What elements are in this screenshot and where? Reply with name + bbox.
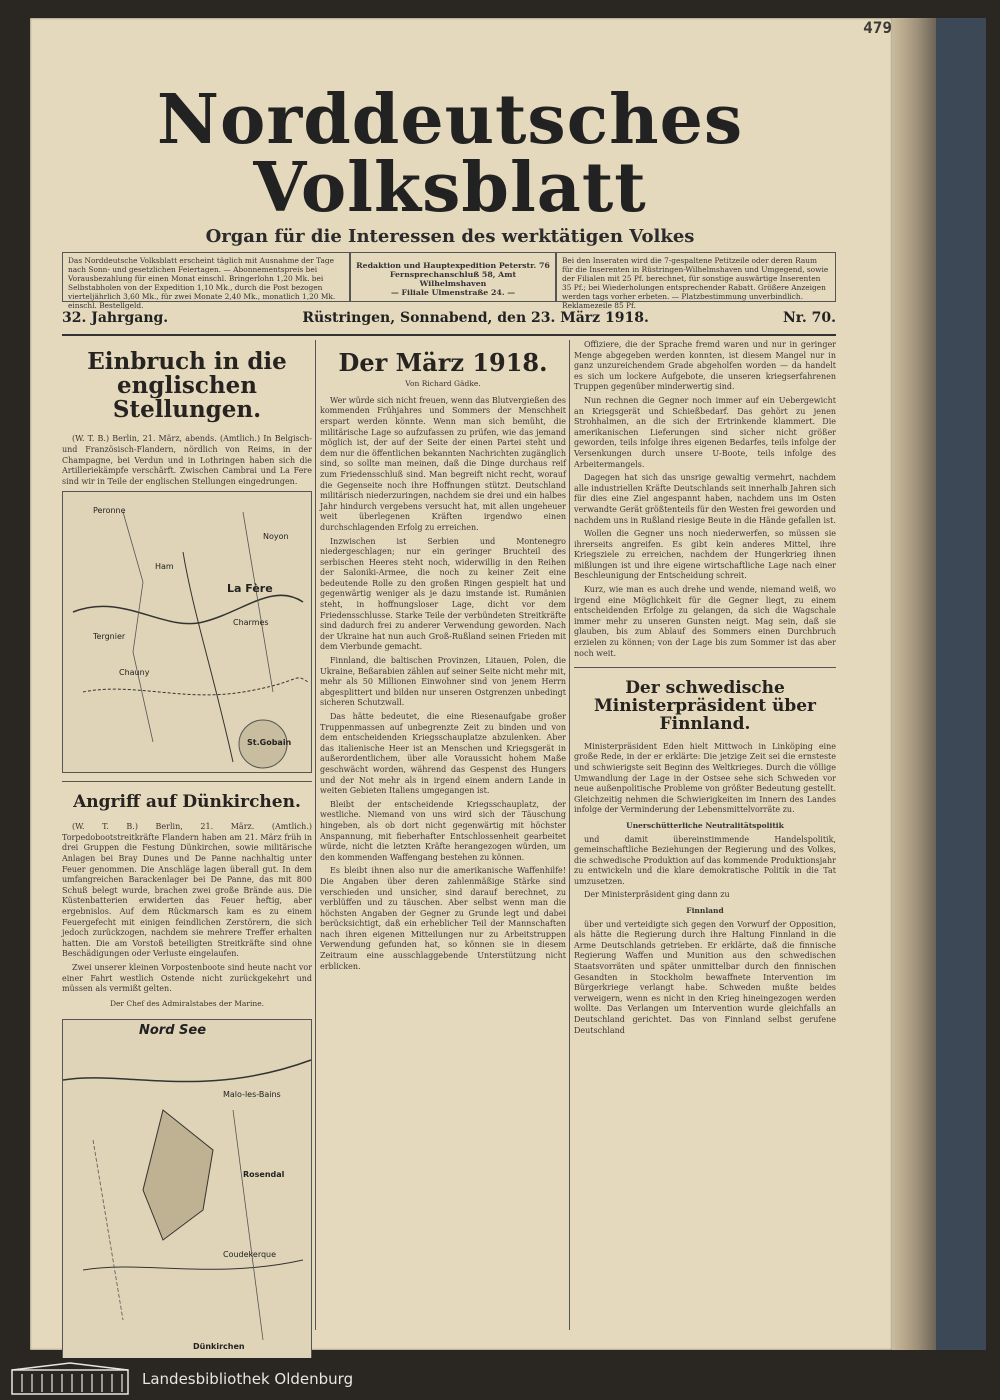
map-lines xyxy=(63,1020,311,1360)
divider xyxy=(62,781,312,782)
map-label: Tergnier xyxy=(93,632,126,642)
map-label: Malo-les-Bains xyxy=(223,1090,281,1100)
book-binding xyxy=(892,18,936,1350)
article-body: und damit übereinstimmende Handelspolitik, gemeinschaftliche Beziehungen der Regierung und des Volkes, die schwedische Produktion auf das kommende Produktionsjahr zu entwickeln und die klare demokratische Politik in die Tat umzusetzen. xyxy=(574,834,836,886)
article-paragraph: Inzwischen ist Serbien und Montenegro niedergeschlagen; nur ein geringer Bruchteil des serbischen Heeres steht noch, widerwillig in den Reihen der Saloniki-Armee, die noch zu keiner Zeit eine bedeutende Rolle zu den großen Ringen gespielt hat und gegenwärtig weniger als je dazu imstande ist. Rumänien steht, in hoffnungsloser Lage, dicht vor dem Friedensschlusse. Starke Teile der verbündeten Streitkräfte sind dadurch frei zu anderer Verwendung geworden. Nach der Ukraine hat nun auch Groß-Rußland seinen Frieden mit dem Vierbunde gemacht. xyxy=(320,536,566,652)
article-paragraph: Bleibt der entscheidende Kriegsschauplatz, der westliche. Niemand von uns wird sich der Täuschung hingeben, als ob dort nicht gegenwärtig mit höchster Anspannung, mit fieberhafter Entschlossenheit gearbeitet würde, nicht die letzten Kräfte herangezogen würden, um den kommenden Waffengang bestehen zu können. xyxy=(320,799,566,862)
map-label: Ham xyxy=(155,562,174,572)
column-rule xyxy=(569,340,570,1330)
article-paragraph: Das hätte bedeutet, die eine Riesenaufgabe großer Truppenmassen auf unbegrenzte Zeit zu binden und von dem entscheidenden Kriegsschauplatze abzulenken. Aber das italienische Heer ist an Menschen und Kriegsgerät in außerordentlichem, über alle Voraussicht hohem Maße geschwächt worden, während das Gespenst des Hungers und der Not mehr als in irgend einem andern Lande in weiten Gebieten Italiens umgegangen ist. xyxy=(320,712,566,796)
place-date: Rüstringen, Sonnabend, den 23. März 1918. xyxy=(302,310,649,326)
subscription-info: Das Norddeutsche Volksblatt erscheint täglich mit Ausnahme der Tage nach Sonn- und gesetzlichen Feiertagen. — Abonnementspreis bei Vorausbezahlung für einen Monat einschl. Bringerlohn 1,20 Mk. bei Selbstabholen von der Expedition 1,10 Mk., durch die Post bezogen vierteljährlich 3,60 Mk., für zwei Monate 2,40 Mk., monatlich 1,20 Mk. einschl. Bestellgeld. xyxy=(62,252,350,302)
book-cover-edge xyxy=(936,18,986,1350)
article-paragraph: Wollen die Gegner uns noch niederwerfen, so müssen sie ihrerseits angreifen. Es gibt kein anderes Mittel, ihre Kriegsziele zu erreichen, nachdem der Hungerkrieg ihnen mißlungen ist und ihre eigene wirtschaftliche Lage nach einer Beschleunigung der Entscheidung schreit. xyxy=(574,529,836,581)
masthead-title: Norddeutsches Volksblatt xyxy=(156,80,744,228)
article-paragraph: Es bleibt ihnen also nur die amerikanische Waffenhilfe! Die Angaben über deren zahlenmäßige Stärke sind verschieden und unsicher, sind darauf berechnet, zu verblüffen und zu täuschen. Aber selbst wenn man die höchsten Angaben der Gegner zu Grunde legt und dabei berücksichtigt, daß ein erheblicher Teil der Mannschaften nach ihren eigenen Mitteilungen nur zu Arbeitstruppen Verwendung gefunden hat, so können sie in diesem Zeitraum eine ausschlaggebende Unterstützung nicht erblicken. xyxy=(320,866,566,971)
article-paragraph: Kurz, wie man es auch drehe und wende, niemand weiß, wo irgend eine Möglichkeit für die Gegner liegt, zu einem entscheidenden Erfolge zu gelangen, da sich die Wagschale immer mehr zu unseren Gunsten neigt. Mag sein, daß sie glauben, bis zum Ablauf des Sommers einen Durchbruch erzielen zu können; von der Lage bis zum Sommer ist das aber noch weit. xyxy=(574,585,836,658)
editorial-branch: — Filiale Ulmenstraße 24. — xyxy=(390,288,516,297)
column-rule xyxy=(315,340,316,1330)
article-paragraph: Dagegen hat sich das unsrige gewaltig vermehrt, nachdem alle industriellen Kräfte Deutschlands seit innerhalb Jahren sich für dies eine Ziel angespannt haben, nachdem uns im Osten verwandte Gerät größtenteils für den Westen frei geworden und nachdem uns in Rußland riesige Beute in die Hände gefallen ist. xyxy=(574,473,836,525)
dateline xyxy=(62,310,836,336)
article-subhead: Unerschütterliche Neutralitätspolitik xyxy=(626,820,784,830)
article-body: (W. T. B.) Berlin, 21. März, abends. (Amtlich.) In Belgisch- und Französisch-Flandern, nördlich von Reims, in der Champagne, bei Verdun und in Lothringen haben sich die Artilleriekämpfe verschärft. Zwischen Cambrai und La Fere sind wir in Teile der englischen Stellungen eingedrungen. xyxy=(62,434,312,486)
map-label: St.Gobain xyxy=(247,738,292,748)
article-body: Zwei unserer kleinen Vorpostenboote sind heute nacht vor einer Fahrt westlich Ostende nicht zurückgekehrt und müssen als vermißt gelten. xyxy=(62,962,312,994)
article-headline: Der schwedische Ministerpräsident über Finnland. xyxy=(593,678,817,734)
masthead-subtitle: Organ für die Interessen des werktätigen Volkes xyxy=(205,226,695,247)
editorial-info xyxy=(350,252,556,302)
middle-column xyxy=(320,340,566,1330)
map-label: Peronne xyxy=(93,506,126,516)
article-headline: Der März 1918. xyxy=(338,348,548,377)
article-paragraph: Wer würde sich nicht freuen, wenn das Blutvergießen des kommenden Frühjahres und Sommers der Menschheit erspart werden könnte. Wenn man sich bemüht, die militärische Lage so aufzufassen zu prüfen, wie das jemand möglich ist, der auf der Seite der einen Partei steht und dem nur die öffentlichen bekannten Nachrichten zugänglich sind, so sollte man meinen, daß die Dinge durchaus reif zum Friedensschluß sind. Man begreift nicht recht, worauf die Gegenseite noch ihre Hoffnungen stützt. Deutschland militärisch niederzuringen, nachdem sie drei und ein halbes Jahr hindurch vergebens versucht hat, mit allen ungeheuer weit überlegenen Kräften irgendwo einen durchschlagenden Erfolg zu erreichen. xyxy=(320,395,566,532)
volume-label: 32. Jahrgang. xyxy=(62,310,169,326)
front-map xyxy=(62,491,312,773)
page-number: 479 xyxy=(863,18,892,37)
article-body: (W. T. B.) Berlin, 21. März. (Amtlich.) Torpedobootstreitkräfte Flandern haben am 21. März früh in drei Gruppen die Festung Dünkirchen, sowie militärische Anlagen bei Bray Dunes und De Panne nachhaltig unter Feuer genommen. Die Anschläge lagen überall gut. In dem umfangreichen Barackenlager bei De Panne, das mit 800 Schuß belegt wurde, brachen zwei große Brände aus. Die Küstenbatterien erwiderten das Feuer heftig, aber ergebnislos. Auf dem Rückmarsch kam es zu einem Feuergefecht mit einigen feindlichen Zerstörern, die sich jedoch zurückzogen, nachdem sie mehrere Treffer erhalten hatten. Die am Vorstoß beteiligten Streitkräfte sind ohne Beschädigungen oder Verluste eingelaufen. xyxy=(62,822,312,959)
article-paragraph: Finnland, die baltischen Provinzen, Litauen, Polen, die Ukraine, Beßarabien zählen auf seiner Seite nicht mehr mit, mehr als 50 Millionen Einwohner sind von jenem Herrn abgesplittert und bilden nur unseren Ostgrenzen unbedingt sicheren Schutzwall. xyxy=(320,656,566,708)
map-label: Charmes xyxy=(233,618,269,628)
right-column xyxy=(574,340,836,1330)
article-subhead: Finnland xyxy=(686,906,724,916)
editorial-address: Redaktion und Hauptexpedition Peterstr. 76 xyxy=(356,261,550,270)
library-name: Landesbibliothek Oldenburg xyxy=(142,1370,354,1388)
dunkirk-map xyxy=(62,1019,312,1361)
article-byline: Von Richard Gädke. xyxy=(405,379,481,389)
map-title: Nord See xyxy=(139,1023,207,1039)
library-footer xyxy=(0,1358,1000,1400)
library-building-icon xyxy=(10,1362,130,1396)
map-label: Dünkirchen xyxy=(193,1342,245,1352)
divider xyxy=(574,667,836,668)
map-label: Noyon xyxy=(263,532,289,542)
article-headline: Angriff auf Dünkirchen. xyxy=(73,792,301,813)
article-paragraph: Nun rechnen die Gegner noch immer auf ein Uebergewicht an Kriegsgerät und Schießbedarf. Das gehört zu jenen Strohhalmen, an die sich der Ertrinkende klammert. Die amerikanischen Lieferungen sind sicher nicht größer geworden, teils infolge ihres eigenen Bedarfes, teils infolge der Versenkungen durch unsere U-Boote, teils infolge des Arbeitermangels. xyxy=(574,395,836,469)
article-body: Ministerpräsident Eden hielt Mittwoch in Linköping eine große Rede, in der er erklärte: Die jetzige Zeit sei die ernsteste und schwierigste seit Beginn des Weltkrieges. Durch die völlige Umwandlung der Lage in der Ostsee sehe sich Schweden vor neue außenpolitische Probleme von größter Bedeutung gestellt. Gleichzeitig nehmen die Schwierigkeiten im Innern des Landes infolge der Verminderung der Lebensmittelvorräte zu. xyxy=(574,741,836,815)
advertising-info: Bei den Inseraten wird die 7-gespaltene Petitzeile oder deren Raum für die Inserenten in Rüstringen-Wilhelmshaven und Umgegend, sowie der Filialen mit 25 Pf. berechnet, für sonstige auswärtige Inserenten 35 Pf.; bei Wiederholungen entsprechender Rabatt. Größere Anzeigen werden tags vorher erbeten. — Platzbestimmung unverbindlich. Reklamezeile 85 Pf. xyxy=(556,252,836,302)
map-label: La Fère xyxy=(227,582,273,596)
map-label: Coudekerque xyxy=(223,1250,277,1260)
article-paragraph: Offiziere, die der Sprache fremd waren und nur in geringer Menge abgegeben werden konnten, ist diesem Mangel nur in ganz unzureichendem Grade abgeholfen worden — da handelt es sich um lockere Aufgebote, die unseren kriegserfahrenen Truppen gegenüber minderwertig sind. xyxy=(574,340,836,392)
article-body: Der Ministerpräsident ging dann zu xyxy=(584,890,730,900)
article-body: über und verteidigte sich gegen den Vorwurf der Opposition, als hätte die Regierung durch ihre Haltung Finnland in die Arme Deutschlands getrieben. Er erklärte, daß die finnische Regierung Waffen und Munition aus den schwedischen Staatsvorräten und später unmittelbar durch den finnischen Gesandten in Stockholm bewaffnete Intervention im Bürgerkriege verlangt habe. Schweden mußte beides verweigern, wenn es nicht in den Krieg hineingezogen werden wollte. Das Verlangen um Intervention wurde gleichfalls an Deutschland gerichtet. Das von Finnland selbst gerufene Deutschland xyxy=(574,919,836,1035)
editorial-phone: Fernsprechanschluß 58, Amt Wilhelmshaven xyxy=(389,270,517,288)
map-label: Chauny xyxy=(119,668,150,678)
article-signature: Der Chef des Admiralstabes der Marine. xyxy=(109,998,265,1008)
issue-number: Nr. 70. xyxy=(782,310,836,326)
article-headline: Einbruch in die englischen Stellungen. xyxy=(87,348,287,424)
left-column xyxy=(62,340,312,1352)
map-label: Rosendal xyxy=(243,1170,285,1180)
